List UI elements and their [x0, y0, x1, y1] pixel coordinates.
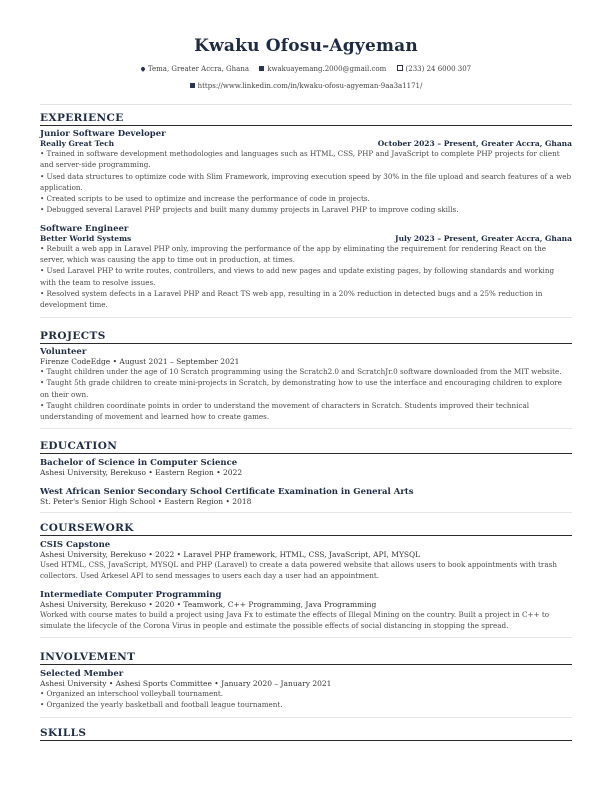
- course-name: CSIS Capstone: [40, 540, 111, 550]
- bullet: • Organized an interschool volleyball tournament.: [40, 689, 224, 698]
- experience-section: [40, 112, 572, 318]
- job-company: Really Great Tech: [40, 139, 115, 148]
- job-date: October 2023 – Present, Greater Accra, Ghana: [377, 139, 572, 148]
- email-item[interactable]: [259, 65, 386, 73]
- job-company: Better World Systems: [40, 233, 132, 243]
- job-role: Software Engineer: [40, 223, 129, 234]
- section-title-skills: SKILLS: [40, 727, 572, 741]
- course-entry: [40, 590, 572, 632]
- degree-title: Bachelor of Science in Computer Science: [40, 458, 238, 468]
- section-divider: [40, 428, 572, 429]
- projects-section: [40, 330, 572, 429]
- bullet: • Resolved system defects in a Laravel PHP and React TS web app, resulting in a 20% reduction in detected bugs and a 25% reduction in development time.: [40, 288, 543, 310]
- bullet: • Taught children coordinate points in order to understand the movement of characters in Scratch. Students improved their technical understanding of movement and learned how to create games.: [40, 400, 530, 422]
- section-divider: [40, 637, 572, 638]
- email-text[interactable]: kwakuayemang.2000@gmail.com: [267, 65, 387, 73]
- phone-item: [397, 65, 472, 73]
- section-title-coursework: COURSEWORK: [40, 522, 572, 536]
- linkedin-row: [0, 82, 612, 90]
- job-subline: [40, 139, 572, 148]
- bullet: • Rebuilt a web app in Laravel PHP only, improving the performance of the app by eliminating the requirement for rendering React on the server, which was causing the app to time out in production, at times.: [40, 243, 547, 265]
- project-role: Volunteer: [40, 347, 87, 357]
- email-icon: [259, 66, 264, 71]
- course-meta: Ashesi University, Berekuso • 2020 • Teamwork, C++ Programming, Java Programming: [40, 599, 377, 609]
- bullet: • Organized the yearly basketball and football league tournament.: [40, 700, 283, 710]
- section-title-experience: EXPERIENCE: [40, 112, 572, 126]
- skills-section: [40, 727, 572, 741]
- job-role: Junior Software Developer: [40, 129, 166, 139]
- linkedin-item[interactable]: [190, 82, 423, 90]
- section-divider: [40, 717, 572, 718]
- education-entry: [40, 458, 572, 477]
- location-item: [141, 65, 249, 73]
- bullet: • Created scripts to be used to optimize and increase the performance of code in projects.: [40, 194, 370, 204]
- course-name: Intermediate Computer Programming: [40, 589, 222, 600]
- involvement-section: [40, 651, 572, 718]
- location-pin-icon: [140, 66, 146, 72]
- bullet: • Trained in software development methodologies and languages such as HTML, CSS, PHP and JavaScript to complete PHP projects for client and server-side programming.: [40, 149, 560, 170]
- involvement-role: Selected Member: [40, 669, 124, 679]
- header-divider: [40, 104, 572, 105]
- degree-meta: Ashesi University, Berekuso • Eastern Region • 2022: [40, 468, 243, 477]
- section-divider: [40, 317, 572, 318]
- location-text: Tema, Greater Accra, Ghana: [147, 65, 250, 73]
- contact-row: [0, 65, 612, 73]
- education-entry: [40, 487, 572, 506]
- job-date: July 2023 – Present, Greater Accra, Ghana: [395, 233, 572, 243]
- course-entry: [40, 540, 572, 582]
- bullet: • Debugged several Laravel PHP projects and built many dummy projects in Laravel PHP to improve coding skills.: [40, 205, 459, 215]
- project-entry: [40, 347, 572, 422]
- involvement-entry: [40, 669, 572, 711]
- section-divider: [40, 512, 572, 513]
- candidate-name: Kwaku Ofosu-Agyeman: [194, 36, 418, 56]
- bullet: • Taught children under the age of 10 Scratch programming using the Scratch2.0 and ScratchJr.0 software downloaded from the MIT website.: [40, 367, 562, 376]
- section-title-education: EDUCATION: [40, 440, 572, 454]
- bullet: • Used Laravel PHP to write routes, controllers, and views to add new pages and update existing pages, by following standards and working with the team to resolve issues.: [40, 266, 555, 287]
- involvement-meta: Ashesi University • Ashesi Sports Committee • January 2020 – January 2021: [40, 679, 332, 688]
- education-section: [40, 440, 572, 513]
- degree-title: West African Senior Secondary School Certificate Examination in General Arts: [40, 487, 414, 497]
- bullet: • Used data structures to optimize code with Slim Framework, improving execution speed by 30% in the file upload and search features of a web application.: [40, 171, 572, 192]
- job-subline: [40, 234, 572, 243]
- course-meta: Ashesi University, Berekuso • 2022 • Laravel PHP framework, HTML, CSS, JavaScript, API, MYSQL: [40, 550, 421, 559]
- course-description: Worked with course mates to build a project using Java Fx to estimate the effects of Illegal Mining on the country. Built a project in C++ to simulate the lifecycle of the Corona Virus in people and estimate the possible effects of social distancing in stopping the spread.: [40, 609, 550, 630]
- coursework-section: [40, 522, 572, 638]
- course-description: Used HTML, CSS, JavaScript, MYSQL and PHP (Laravel) to create a data powered website that allows users to book appointments with trash collectors. Used Arkesel API to send messages to users each day a user had an appointment.: [40, 560, 557, 581]
- bullet: • Taught 5th grade children to create mini-projects in Scratch, by demonstrating how to use the interface and encouraging children to explore on their own.: [40, 378, 562, 399]
- phone-icon: [397, 65, 403, 71]
- section-title-involvement: INVOLVEMENT: [40, 651, 572, 665]
- project-meta: Firenze CodeEdge • August 2021 – September 2021: [40, 357, 240, 366]
- degree-meta: St. Peter's Senior High School • Eastern Region • 2018: [40, 497, 252, 506]
- section-title-projects: PROJECTS: [40, 330, 572, 344]
- job-entry: [40, 129, 572, 216]
- linkedin-icon: [190, 83, 195, 88]
- linkedin-link[interactable]: https://www.linkedin.com/in/kwaku-ofosu-agyeman-9aa3a1171/: [197, 82, 423, 90]
- phone-text: (233) 24 6000 307: [405, 65, 472, 73]
- job-entry: [40, 224, 572, 311]
